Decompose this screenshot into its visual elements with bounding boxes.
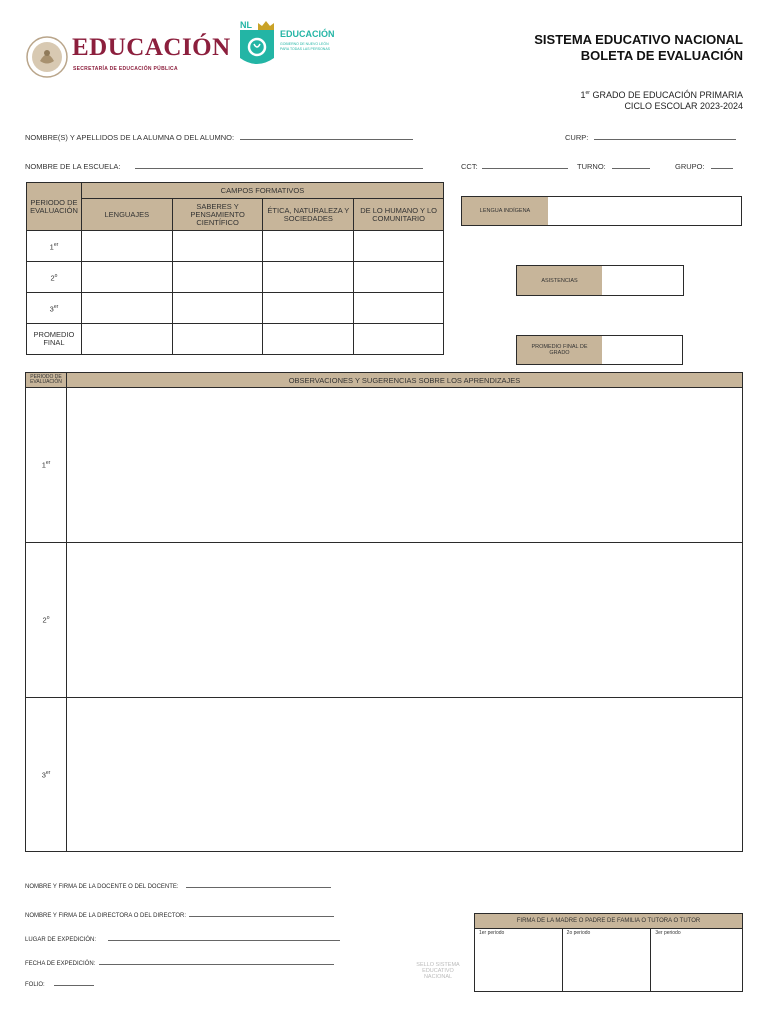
period-sup: er [53,241,59,248]
grade-cell[interactable] [354,324,444,355]
signature-period-2[interactable] [562,929,651,992]
signature-period-label: 2o periodo [566,930,591,936]
period-number: 2 [50,273,55,283]
grade-cell[interactable] [354,262,444,293]
sep-logo-word: EDUCACIÓN [72,34,231,61]
grades-row-final [27,324,444,355]
turno-field[interactable] [612,168,650,169]
curp-row [565,133,736,142]
nl-subtitle-1: GOBIERNO DE NUEVO LEÓN [280,42,329,46]
asistencias-label: ASISTENCIAS [517,266,602,295]
period-sup: o [46,615,50,622]
col-lenguajes: LENGUAJES [81,199,172,231]
grupo-field[interactable] [711,168,733,169]
director-label: NOMBRE Y FIRMA DE LA DIRECTORA O DEL DIRECTOR: [25,913,187,919]
document-title [443,32,743,64]
folio-label: FOLIO: [25,982,45,988]
sep-logo-subtitle: SECRETARÍA DE EDUCACIÓN PÚBLICA [73,66,178,72]
grade-cell[interactable] [81,293,172,324]
grades-row-3 [27,293,444,324]
student-name-row [25,133,413,142]
docente-row [25,884,331,890]
lugar-row [25,937,340,943]
sep-logo [26,34,231,78]
grade-text: GRADO DE EDUCACIÓN PRIMARIA [592,90,743,100]
signature-title: FIRMA DE LA MADRE O PADRE DE FAMILIA O TUTORA O TUTOR [475,914,743,929]
nl-subtitle-2: PARA TODAS LAS PERSONAS [280,47,330,51]
period-sup: o [54,272,58,279]
crown-icon [258,21,274,30]
signature-period-label: 3er periodo [655,930,681,936]
grade-cell[interactable] [263,262,354,293]
lengua-indigena-label: LENGUA INDÍGENA [462,197,548,225]
grades-row-2 [27,262,444,293]
nl-title: EDUCACIÓN [280,29,335,39]
grade-cell[interactable] [172,293,263,324]
curp-field[interactable] [594,139,736,140]
student-name-label: NOMBRE(S) Y APELLIDOS DE LA ALUMNA O DEL ALUMNO: [25,133,235,142]
observations-table [25,372,743,852]
period-label [27,293,82,324]
final-average-label: PROMEDIO FINAL [27,324,82,355]
school-field[interactable] [135,168,423,169]
grade-line [443,88,743,101]
signature-period-1[interactable] [475,929,563,992]
grade-cell[interactable] [263,293,354,324]
grade-cell[interactable] [354,231,444,262]
docente-field[interactable] [186,887,331,888]
folio-row [25,982,94,988]
period-sup: er [45,460,51,467]
period-number: 2 [42,615,47,625]
col-etica: ÉTICA, NATURALEZA Y SOCIEDADES [263,199,354,231]
school-label: NOMBRE DE LA ESCUELA: [25,162,121,171]
period-number: 3 [49,304,54,314]
mexico-seal-icon [26,36,68,78]
obs-title: OBSERVACIONES Y SUGERENCIAS SOBRE LOS APRENDIZAJES [67,373,743,388]
promedio-final-label: PROMEDIO FINAL DE GRADO [517,336,602,364]
grade-cell[interactable] [81,231,172,262]
turno-row [577,162,650,171]
obs-row-3 [26,698,743,852]
signature-period-label: 1er periodo [479,930,505,936]
docente-label: NOMBRE Y FIRMA DE LA DOCENTE O DEL DOCENTE: [25,884,179,890]
period-sup: er [53,303,59,310]
asistencias-box[interactable] [516,265,684,296]
grade-cell[interactable] [263,324,354,355]
nl-shield-icon [240,30,274,70]
grade-cell[interactable] [172,324,263,355]
obs-period-label [26,388,67,543]
nl-logo [240,20,350,72]
fecha-label: FECHA DE EXPEDICIÓN: [25,961,96,967]
grupo-label: GRUPO: [675,162,705,171]
obs-text-area[interactable] [67,543,743,698]
lugar-label: LUGAR DE EXPEDICIÓN: [25,937,97,943]
grade-cell[interactable] [81,262,172,293]
parent-signature-table [474,913,743,992]
grades-table [26,182,444,355]
fecha-field[interactable] [99,964,334,965]
period-number: 1 [41,460,46,470]
fields-header: CAMPOS FORMATIVOS [81,183,443,199]
cct-row [461,162,568,171]
grade-cell[interactable] [263,231,354,262]
period-number: 1 [49,242,54,252]
school-cycle: CICLO ESCOLAR 2023-2024 [624,101,743,111]
promedio-final-box[interactable] [516,335,683,365]
grade-superscript: er [585,90,590,96]
lugar-field[interactable] [108,940,340,941]
director-field[interactable] [189,916,334,917]
cct-field[interactable] [482,168,568,169]
obs-row-1 [26,388,743,543]
fecha-row [25,961,334,967]
cct-label: CCT: [461,162,478,171]
period-label [27,262,82,293]
sello-text: SELLO SISTEMA EDUCATIVO NACIONAL [416,962,460,980]
nl-tag: NL [240,20,252,30]
period-label [27,231,82,262]
period-number: 3 [41,770,46,780]
folio-field[interactable] [54,985,94,986]
grupo-row [675,162,733,171]
obs-text-area[interactable] [67,698,743,852]
signature-period-3[interactable] [651,929,743,992]
lengua-indigena-box[interactable] [461,196,742,226]
grade-cell[interactable] [172,231,263,262]
turno-label: TURNO: [577,162,606,171]
grade-cell[interactable] [354,293,444,324]
grade-info [443,88,743,112]
title-line-2: BOLETA DE EVALUACIÓN [580,48,743,63]
grade-cell[interactable] [81,324,172,355]
student-name-field[interactable] [240,139,413,140]
obs-text-area[interactable] [67,388,743,543]
col-humano: DE LO HUMANO Y LO COMUNITARIO [354,199,444,231]
obs-period-label [26,698,67,852]
director-row [25,913,334,919]
curp-label: CURP: [565,133,589,142]
obs-period-label [26,543,67,698]
col-saberes: SABERES Y PENSAMIENTO CIENTÍFICO [172,199,263,231]
school-row [25,162,423,171]
grade-number: 1 [580,90,586,100]
grades-row-1 [27,231,444,262]
grade-cell[interactable] [172,262,263,293]
obs-row-2 [26,543,743,698]
title-line-1: SISTEMA EDUCATIVO NACIONAL [534,32,743,47]
period-sup: er [45,769,51,776]
grades-period-header: PERIODO DE EVALUACIÓN [27,183,82,231]
obs-period-header: PERIODO DE EVALUACIÓN [26,373,67,388]
